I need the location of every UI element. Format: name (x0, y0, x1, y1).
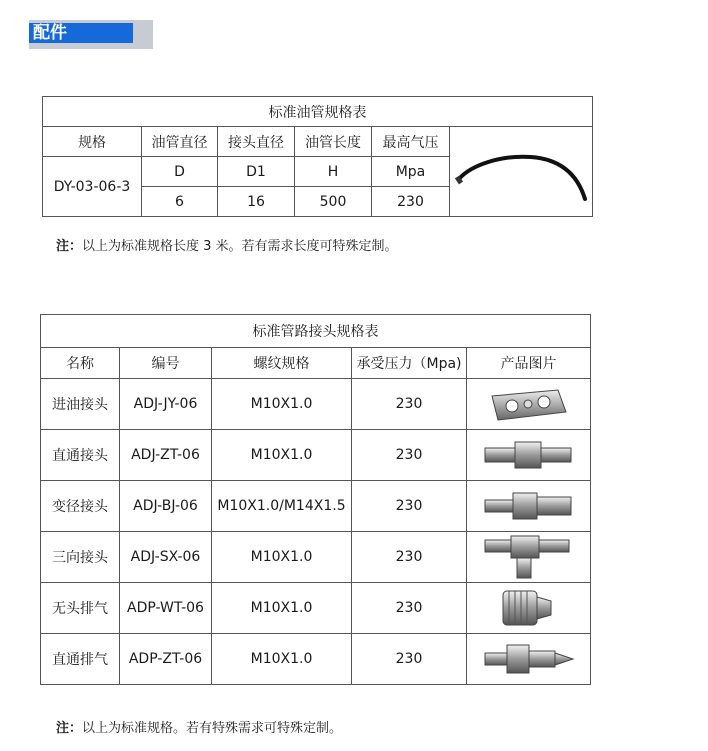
fitting-pressure: 230 (352, 532, 467, 583)
headless-bleeder-image (467, 583, 591, 634)
fitting-code: ADP-WT-06 (120, 583, 212, 634)
table-row (41, 532, 591, 583)
table2-title: 标准管路接头规格表 (41, 315, 591, 348)
section-tag-label: 配件 (29, 23, 133, 43)
tee-fitting-image (467, 532, 591, 583)
fitting-name: 进油接头 (41, 379, 120, 430)
fitting-pressure: 230 (352, 430, 467, 481)
fitting-thread: M10X1.0/M14X1.5 (212, 481, 352, 532)
table1-symbol: H (295, 157, 372, 187)
table2-header: 编号 (120, 348, 212, 379)
table2-header: 螺纹规格 (212, 348, 352, 379)
oil-pipe-spec-table (42, 96, 593, 217)
table-row (41, 379, 591, 430)
note-1-label: 注： (56, 239, 83, 254)
fitting-pressure: 230 (352, 634, 467, 685)
table1-header: 最高气压 (372, 127, 450, 157)
fitting-code: ADJ-SX-06 (120, 532, 212, 583)
fitting-pressure: 230 (352, 583, 467, 634)
oil-pipe-image (450, 127, 593, 217)
fitting-spec-table (40, 314, 591, 685)
straight-bleeder-image (467, 634, 591, 685)
table1-symbol: Mpa (372, 157, 450, 187)
fitting-code: ADJ-ZT-06 (120, 430, 212, 481)
note-1 (56, 235, 398, 254)
fitting-pressure: 230 (352, 379, 467, 430)
table1-header: 接头直径 (218, 127, 295, 157)
table1-symbol: D1 (218, 157, 295, 187)
fitting-code: ADJ-JY-06 (120, 379, 212, 430)
table-row (41, 634, 591, 685)
fitting-code: ADJ-BJ-06 (120, 481, 212, 532)
table2-header: 产品图片 (467, 348, 591, 379)
note-1-text: 以上为标准规格长度 3 米。若有需求长度可特殊定制。 (82, 239, 398, 254)
inlet-fitting-image (467, 379, 591, 430)
reducer-fitting-image (467, 481, 591, 532)
table1-value: 6 (142, 187, 218, 217)
table2-header: 名称 (41, 348, 120, 379)
note-2 (56, 717, 342, 736)
fitting-pressure: 230 (352, 481, 467, 532)
table1-header: 油管长度 (295, 127, 372, 157)
fitting-thread: M10X1.0 (212, 379, 352, 430)
table1-header: 油管直径 (142, 127, 218, 157)
fitting-thread: M10X1.0 (212, 430, 352, 481)
table1-value: 500 (295, 187, 372, 217)
fitting-thread: M10X1.0 (212, 583, 352, 634)
table1-symbol: D (142, 157, 218, 187)
fitting-name: 直通排气 (41, 634, 120, 685)
table1-spec: DY-03-06-3 (43, 157, 142, 217)
table-row (41, 583, 591, 634)
table1-title: 标准油管规格表 (43, 97, 593, 127)
fitting-name: 无头排气 (41, 583, 120, 634)
table-row (41, 430, 591, 481)
fitting-code: ADP-ZT-06 (120, 634, 212, 685)
section-tag (29, 20, 153, 49)
fitting-thread: M10X1.0 (212, 532, 352, 583)
fitting-name: 变径接头 (41, 481, 120, 532)
note-2-label: 注： (56, 721, 83, 736)
note-2-text: 以上为标准规格。若有特殊需求可特殊定制。 (82, 721, 343, 736)
fitting-name: 直通接头 (41, 430, 120, 481)
table1-header: 规格 (43, 127, 142, 157)
table-row (41, 481, 591, 532)
table1-value: 16 (218, 187, 295, 217)
table1-value: 230 (372, 187, 450, 217)
fitting-thread: M10X1.0 (212, 634, 352, 685)
table2-header: 承受压力（Mpa) (352, 348, 467, 379)
fitting-name: 三向接头 (41, 532, 120, 583)
straight-fitting-image (467, 430, 591, 481)
